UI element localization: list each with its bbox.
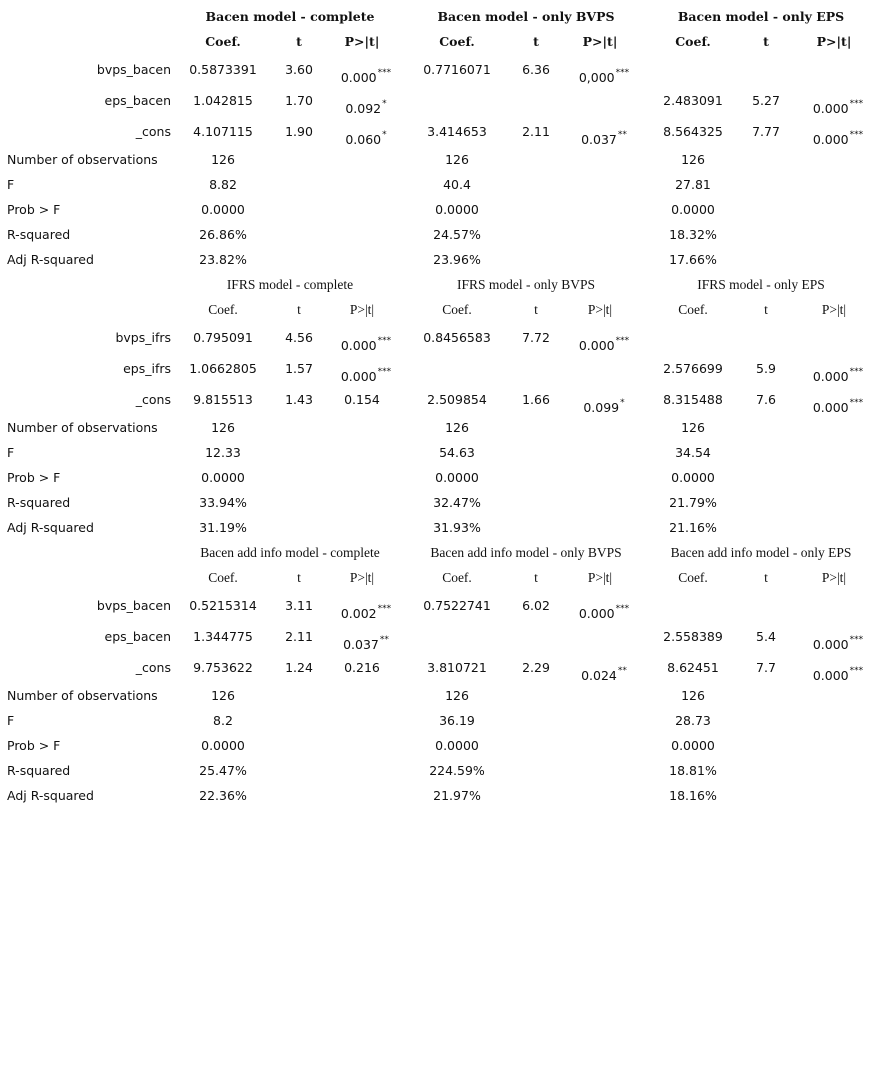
column-header: t (533, 34, 539, 49)
statistic-label: F (7, 177, 15, 192)
t-statistic: 1.24 (285, 660, 313, 675)
statistic-value: 8.2 (213, 713, 233, 728)
variable-label: _cons (135, 660, 171, 675)
p-value-cell (803, 124, 873, 147)
t-statistic: 3.11 (285, 598, 313, 613)
significance-stars: * (382, 99, 387, 109)
p-value: 0.000 (340, 369, 377, 384)
statistic-value: 126 (445, 420, 469, 435)
t-statistic: 4.56 (285, 330, 313, 345)
coefficient: 3.810721 (427, 660, 487, 675)
p-value-cell (569, 598, 639, 621)
significance-stars: ** (617, 666, 627, 676)
p-value: 0.037 (581, 132, 617, 147)
statistic-value: 126 (445, 152, 469, 167)
statistic-value: 21.16% (669, 520, 717, 535)
t-statistic: 7.6 (756, 392, 776, 407)
statistic-value: 31.93% (433, 520, 481, 535)
column-header: P>|t| (587, 570, 613, 585)
statistic-label: Number of observations (7, 152, 158, 167)
statistic-value: 25.47% (199, 763, 247, 778)
statistic-value: 0.0000 (671, 738, 715, 753)
t-statistic: 5.9 (756, 361, 776, 376)
significance-stars: ** (379, 635, 389, 645)
statistic-value: 31.19% (199, 520, 247, 535)
statistic-label: R-squared (7, 495, 71, 510)
coefficient: 4.107115 (193, 124, 253, 139)
significance-stars: *** (849, 635, 864, 645)
statistic-value: 18.81% (669, 763, 717, 778)
p-value: 0.002 (340, 606, 377, 621)
column-header: t (534, 302, 538, 317)
statistic-value: 0.0000 (671, 202, 715, 217)
coefficient: 0.7522741 (423, 598, 491, 613)
p-value: 0.037 (343, 637, 379, 652)
p-value-cell (803, 93, 873, 116)
column-header: P>|t| (582, 34, 618, 49)
p-value: 0.024 (581, 668, 617, 683)
statistic-label: Adj R-squared (7, 252, 94, 267)
t-statistic: 6.36 (522, 62, 550, 77)
coefficient: 0.795091 (193, 330, 253, 345)
column-header: Coef. (675, 34, 711, 49)
statistic-label: Adj R-squared (7, 520, 94, 535)
statistic-value: 21.97% (433, 788, 481, 803)
p-value-cell (327, 392, 397, 408)
statistic-value: 23.82% (199, 252, 247, 267)
p-value-cell (569, 62, 639, 85)
t-statistic: 7.7 (756, 660, 776, 675)
significance-stars: *** (615, 604, 630, 614)
variable-label: eps_bacen (104, 629, 171, 644)
coefficient: 2.483091 (663, 93, 723, 108)
variable-label: _cons (135, 124, 171, 139)
model-title: Bacen model - complete (205, 9, 375, 24)
p-value: 0.000 (578, 606, 615, 621)
p-value-cell (331, 124, 401, 147)
column-header: Coef. (208, 302, 238, 317)
statistic-value: 22.36% (199, 788, 247, 803)
column-header: t (763, 34, 769, 49)
statistic-value: 126 (445, 688, 469, 703)
statistic-label: R-squared (7, 227, 71, 242)
p-value: 0.092 (345, 101, 382, 116)
statistic-label: Prob > F (7, 738, 61, 753)
significance-stars: *** (615, 336, 630, 346)
t-statistic: 1.90 (285, 124, 313, 139)
statistic-value: 0.0000 (201, 470, 245, 485)
statistic-label: Prob > F (7, 202, 61, 217)
column-header: Coef. (678, 570, 708, 585)
p-value: 0,000 (578, 70, 615, 85)
t-statistic: 2.11 (522, 124, 550, 139)
model-title: IFRS model - complete (226, 277, 354, 292)
column-header: Coef. (442, 302, 472, 317)
column-header: P>|t| (821, 570, 847, 585)
coefficient: 8.62451 (667, 660, 719, 675)
statistic-value: 0.0000 (435, 470, 479, 485)
coefficient: 1.344775 (193, 629, 253, 644)
column-header: P>|t| (821, 302, 847, 317)
column-header: P>|t| (349, 570, 375, 585)
t-statistic: 2.29 (522, 660, 550, 675)
column-header: Coef. (208, 570, 238, 585)
statistic-value: 8.82 (209, 177, 237, 192)
statistic-label: R-squared (7, 763, 71, 778)
statistic-value: 126 (681, 688, 705, 703)
variable-label: bvps_ifrs (115, 330, 171, 345)
statistic-value: 126 (211, 152, 235, 167)
p-value: 0.000 (340, 338, 377, 353)
column-header: Coef. (205, 34, 241, 49)
significance-stars: *** (849, 130, 864, 140)
statistic-label: F (7, 713, 15, 728)
column-header: P>|t| (816, 34, 852, 49)
statistic-value: 0.0000 (201, 738, 245, 753)
p-value-cell (569, 330, 639, 353)
p-value: 0.000 (812, 101, 849, 116)
significance-stars: *** (849, 99, 864, 109)
column-header: Coef. (678, 302, 708, 317)
t-statistic: 1.70 (285, 93, 313, 108)
p-value: 0.000 (812, 132, 849, 147)
statistic-value: 34.54 (675, 445, 711, 460)
variable-label: _cons (135, 392, 171, 407)
significance-stars: *** (377, 367, 392, 377)
p-value-cell (331, 361, 401, 384)
significance-stars: * (620, 398, 625, 408)
p-value: 0.000 (812, 668, 849, 683)
p-value: 0.000 (812, 637, 849, 652)
t-statistic: 1.57 (285, 361, 313, 376)
statistic-value: 126 (211, 688, 235, 703)
statistic-label: Number of observations (7, 420, 158, 435)
coefficient: 8.564325 (663, 124, 723, 139)
coefficient: 2.576699 (663, 361, 723, 376)
t-statistic: 3.60 (285, 62, 313, 77)
significance-stars: *** (377, 68, 392, 78)
p-value: 0.154 (344, 392, 380, 407)
statistic-value: 126 (681, 152, 705, 167)
p-value-cell (803, 361, 873, 384)
t-statistic: 7.72 (522, 330, 550, 345)
coefficient: 9.815513 (193, 392, 253, 407)
model-title: IFRS model - only EPS (697, 277, 825, 292)
statistic-value: 224.59% (429, 763, 485, 778)
t-statistic: 2.11 (285, 629, 313, 644)
p-value-cell (569, 392, 639, 415)
p-value-cell (803, 392, 873, 415)
statistic-value: 40.4 (443, 177, 471, 192)
p-value-cell (331, 330, 401, 353)
variable-label: bvps_bacen (96, 598, 171, 613)
t-statistic: 1.66 (522, 392, 550, 407)
coefficient: 0.7716071 (423, 62, 491, 77)
significance-stars: *** (849, 666, 864, 676)
model-title: Bacen add info model - only BVPS (430, 545, 622, 560)
variable-label: eps_bacen (104, 93, 171, 108)
coefficient: 1.0662805 (189, 361, 257, 376)
significance-stars: *** (377, 604, 392, 614)
statistic-value: 0.0000 (435, 202, 479, 217)
statistic-value: 23.96% (433, 252, 481, 267)
p-value-cell (327, 660, 397, 676)
statistic-value: 33.94% (199, 495, 247, 510)
p-value-cell (803, 629, 873, 652)
column-header: t (764, 302, 768, 317)
column-header: Coef. (442, 570, 472, 585)
statistic-value: 126 (211, 420, 235, 435)
significance-stars: *** (849, 398, 864, 408)
column-header: Coef. (439, 34, 475, 49)
p-value-cell (331, 93, 401, 116)
p-value-cell (569, 124, 639, 147)
p-value: 0.060 (345, 132, 382, 147)
coefficient: 8.315488 (663, 392, 723, 407)
column-header: t (296, 34, 302, 49)
p-value: 0.000 (812, 369, 849, 384)
p-value: 0.099 (583, 400, 620, 415)
p-value: 0.216 (344, 660, 380, 675)
statistic-value: 0.0000 (201, 202, 245, 217)
t-statistic: 6.02 (522, 598, 550, 613)
coefficient: 2.558389 (663, 629, 723, 644)
t-statistic: 5.27 (752, 93, 780, 108)
statistic-label: Adj R-squared (7, 788, 94, 803)
model-title: Bacen model - only BVPS (437, 9, 615, 24)
variable-label: bvps_bacen (96, 62, 171, 77)
statistic-value: 36.19 (439, 713, 475, 728)
p-value: 0.000 (812, 400, 849, 415)
significance-stars: *** (615, 68, 630, 78)
model-title: Bacen add info model - only EPS (670, 545, 852, 560)
p-value: 0.000 (578, 338, 615, 353)
coefficient: 3.414653 (427, 124, 487, 139)
statistic-value: 26.86% (199, 227, 247, 242)
statistic-value: 126 (681, 420, 705, 435)
coefficient: 0.5873391 (189, 62, 257, 77)
coefficient: 9.753622 (193, 660, 253, 675)
statistic-value: 12.33 (205, 445, 241, 460)
statistic-value: 21.79% (669, 495, 717, 510)
statistic-value: 54.63 (439, 445, 475, 460)
p-value-cell (803, 660, 873, 683)
coefficient: 1.042815 (193, 93, 253, 108)
significance-stars: * (382, 130, 387, 140)
statistic-value: 18.16% (669, 788, 717, 803)
coefficient: 0.5215314 (189, 598, 257, 613)
column-header: t (764, 570, 768, 585)
statistic-value: 17.66% (669, 252, 717, 267)
significance-stars: ** (617, 130, 627, 140)
column-header: P>|t| (344, 34, 380, 49)
model-title: Bacen add info model - complete (200, 545, 380, 560)
column-header: t (297, 570, 301, 585)
statistic-label: Number of observations (7, 688, 158, 703)
statistic-label: Prob > F (7, 470, 61, 485)
statistic-value: 24.57% (433, 227, 481, 242)
coefficient: 2.509854 (427, 392, 487, 407)
p-value-cell (331, 598, 401, 621)
statistic-label: F (7, 445, 15, 460)
p-value-cell (331, 629, 401, 652)
t-statistic: 1.43 (285, 392, 313, 407)
significance-stars: *** (377, 336, 392, 346)
column-header: P>|t| (349, 302, 375, 317)
column-header: t (297, 302, 301, 317)
statistic-value: 18.32% (669, 227, 717, 242)
significance-stars: *** (849, 367, 864, 377)
p-value-cell (569, 660, 639, 683)
t-statistic: 7.77 (752, 124, 780, 139)
column-header: P>|t| (587, 302, 613, 317)
model-title: IFRS model - only BVPS (456, 277, 596, 292)
coefficient: 0.8456583 (423, 330, 491, 345)
p-value: 0.000 (340, 70, 377, 85)
statistic-value: 0.0000 (435, 738, 479, 753)
statistic-value: 27.81 (675, 177, 711, 192)
statistic-value: 32.47% (433, 495, 481, 510)
p-value-cell (331, 62, 401, 85)
statistic-value: 28.73 (675, 713, 711, 728)
t-statistic: 5.4 (756, 629, 776, 644)
statistic-value: 0.0000 (671, 470, 715, 485)
model-title: Bacen model - only EPS (677, 9, 845, 24)
column-header: t (534, 570, 538, 585)
variable-label: eps_ifrs (123, 361, 171, 376)
